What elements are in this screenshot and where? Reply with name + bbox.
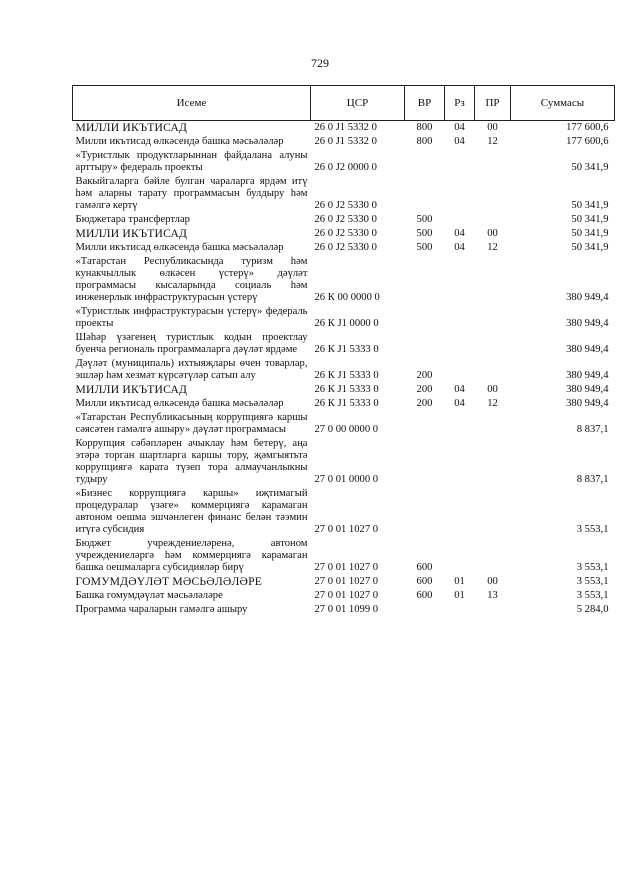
row-sum: 177 600,6 <box>566 122 609 133</box>
row-name: «Татарстан Республикасының коррупциягә каршы сәясәтен гамәлгә ашыру» дәүләт программасы <box>75 412 308 435</box>
header-csr: ЦСР <box>311 86 405 121</box>
row-rz: 04 <box>454 384 465 395</box>
row-rz: 04 <box>454 136 465 147</box>
table-row <box>73 603 615 617</box>
header-rz: Рз <box>445 86 475 121</box>
row-vr <box>405 603 445 617</box>
row-rz <box>445 603 475 617</box>
page-number: 729 <box>311 56 329 70</box>
row-sum: 3 553,1 <box>576 590 609 601</box>
row-name: Бюджет учреждениеләренә, автоном учреждениеләргә һәм коммерциягә карамаган башка оешмаларга субсидияләр бирү <box>75 538 308 573</box>
row-csr: 26 К J1 5333 0 <box>314 398 379 409</box>
row-pr: 12 <box>487 136 498 147</box>
row-csr: 27 0 01 0000 0 <box>314 474 379 485</box>
row-name: Башка гомумдәүләт мәсьәләләре <box>75 590 223 601</box>
table-row <box>73 397 615 411</box>
row-vr: 600 <box>416 562 433 573</box>
row-pr <box>475 437 511 487</box>
header-vr: ВР <box>405 86 445 121</box>
row-rz <box>445 411 475 437</box>
row-sum: 3 553,1 <box>576 576 609 587</box>
row-pr: 00 <box>487 384 498 395</box>
row-rz <box>445 305 475 331</box>
row-pr: 00 <box>487 576 498 587</box>
table-row <box>73 227 615 241</box>
row-pr <box>475 487 511 537</box>
row-rz: 04 <box>454 228 465 239</box>
row-rz: 04 <box>454 398 465 409</box>
header-pr: ПР <box>475 86 511 121</box>
row-sum: 380 949,4 <box>566 344 609 355</box>
row-sum: 380 949,4 <box>566 318 609 329</box>
row-vr: 500 <box>416 242 433 253</box>
row-csr: 26 К 00 0000 0 <box>314 292 380 303</box>
row-csr: 26 0 J1 5332 0 <box>314 122 377 133</box>
row-name: Милли икътисад өлкәсендә башка мәсьәләләр <box>75 242 284 253</box>
row-csr: 26 0 J2 5330 0 <box>314 228 377 239</box>
row-sum: 380 949,4 <box>566 292 609 303</box>
row-vr: 500 <box>416 214 433 225</box>
row-pr: 00 <box>487 228 498 239</box>
row-sum: 50 341,9 <box>571 200 609 211</box>
row-vr: 600 <box>416 576 433 587</box>
row-sum: 177 600,6 <box>566 136 609 147</box>
row-vr <box>405 255 445 305</box>
row-name: Шәһәр үзәгенең туристлык кодын проектлау буенча региональ программаларга дәүләт ярдәме <box>75 332 308 355</box>
row-pr: 12 <box>487 398 498 409</box>
table-row <box>73 255 615 305</box>
row-csr: 27 0 01 1027 0 <box>314 562 379 573</box>
row-pr <box>475 305 511 331</box>
row-name: ГОМУМДӘҮЛӘТ МӘСЬӘЛӘЛӘРЕ <box>75 575 263 588</box>
row-csr: 27 0 01 1027 0 <box>314 524 379 535</box>
row-pr <box>475 213 511 227</box>
table-row <box>73 149 615 175</box>
row-pr <box>475 331 511 357</box>
row-name: Программа чараларын гамәлгә ашыру <box>75 604 248 615</box>
row-name: Милли икътисад өлкәсендә башка мәсьәләләр <box>75 398 284 409</box>
table-row <box>73 305 615 331</box>
row-name: Дәүләт (муниципаль) ихтыяҗлары өчен товарлар, эшләр һәм хезмәт күрсәтүләр сатып алу <box>75 358 308 381</box>
row-vr: 800 <box>416 136 433 147</box>
row-sum: 8 837,1 <box>576 474 609 485</box>
header-sum: Суммасы <box>511 86 615 121</box>
row-rz <box>445 487 475 537</box>
row-pr: 12 <box>487 242 498 253</box>
row-rz <box>445 255 475 305</box>
row-vr: 200 <box>416 398 433 409</box>
row-name: «Бизнес коррупциягә каршы» иҗтимагый процедуралар үзәге» коммерциягә карамаган автоном оешма эшчәнлеген финанс белән тәэмин итүгә субсидия <box>75 488 308 535</box>
table-row <box>73 437 615 487</box>
table-row <box>73 175 615 213</box>
row-csr: 26 0 J2 5330 0 <box>314 200 377 211</box>
table-row <box>73 121 615 136</box>
row-sum: 380 949,4 <box>566 384 609 395</box>
row-vr <box>405 175 445 213</box>
row-csr: 26 0 J2 0000 0 <box>314 162 377 173</box>
row-name: Бюджетара трансфертлар <box>75 214 190 225</box>
row-csr: 26 К J1 0000 0 <box>314 318 379 329</box>
row-name: МИЛЛИ ИКЪТИСАД <box>75 121 188 134</box>
row-rz <box>445 149 475 175</box>
row-csr: 26 0 J1 5332 0 <box>314 136 377 147</box>
row-pr <box>475 149 511 175</box>
row-sum: 380 949,4 <box>566 370 609 381</box>
row-vr: 200 <box>416 384 433 395</box>
row-name: Милли икътисад өлкәсендә башка мәсьәләләр <box>75 136 284 147</box>
row-name: «Туристлык инфраструктурасын үстерү» федераль проекты <box>75 306 308 329</box>
table-row <box>73 241 615 255</box>
row-csr: 27 0 01 1099 0 <box>314 604 379 615</box>
row-rz <box>445 357 475 383</box>
row-vr <box>405 437 445 487</box>
table-row <box>73 487 615 537</box>
table-row <box>73 575 615 589</box>
row-pr <box>475 255 511 305</box>
row-rz <box>445 537 475 575</box>
row-name: «Туристлык продуктларыннан файдалана алуны арттыру» федераль проекты <box>75 150 308 173</box>
row-sum: 5 284,0 <box>576 604 609 615</box>
row-rz <box>445 213 475 227</box>
row-name: Вакыйгаларга бәйле булган чараларга ярдәм итү һәм аларны тарату программасын булдыру һәм гамәлгә кертү <box>75 176 308 211</box>
row-sum: 8 837,1 <box>576 424 609 435</box>
row-vr <box>405 331 445 357</box>
row-name: «Татарстан Республикасында туризм һәм кунакчыллык өлкәсен үстерү» дәүләт программасы кысаларында социаль һәм инженерлык инфраструктурасын үстерү <box>75 256 308 303</box>
row-rz: 01 <box>454 590 465 601</box>
row-csr: 27 0 00 0000 0 <box>314 424 379 435</box>
row-vr: 200 <box>416 370 433 381</box>
row-sum: 50 341,9 <box>571 242 609 253</box>
row-pr: 00 <box>487 122 498 133</box>
row-pr <box>475 537 511 575</box>
row-vr <box>405 411 445 437</box>
row-csr: 26 0 J2 5330 0 <box>314 214 377 225</box>
row-vr <box>405 487 445 537</box>
row-name: МИЛЛИ ИКЪТИСАД <box>75 383 188 396</box>
table-row <box>73 331 615 357</box>
row-rz: 01 <box>454 576 465 587</box>
row-vr: 600 <box>416 590 433 601</box>
row-sum: 50 341,9 <box>571 214 609 225</box>
table-header-row <box>73 86 615 121</box>
row-csr: 26 К J1 5333 0 <box>314 370 379 381</box>
row-sum: 50 341,9 <box>571 162 609 173</box>
row-name: Коррупция сәбәпләрен ачыклау һәм бетерү, аңа этәрә торган шартларга каршы тору, җәмгыятьтә коррупциягә карата түзеп тора алмаучанлыкны тудыру <box>75 438 308 485</box>
row-pr <box>475 175 511 213</box>
table-row <box>73 537 615 575</box>
row-csr: 27 0 01 1027 0 <box>314 590 379 601</box>
row-vr <box>405 305 445 331</box>
row-rz: 04 <box>454 242 465 253</box>
table-row <box>73 213 615 227</box>
row-vr <box>405 149 445 175</box>
row-csr: 26 0 J2 5330 0 <box>314 242 377 253</box>
row-sum: 380 949,4 <box>566 398 609 409</box>
row-csr: 26 К J1 5333 0 <box>314 344 379 355</box>
budget-table <box>72 85 615 617</box>
row-sum: 3 553,1 <box>576 562 609 573</box>
row-rz <box>445 331 475 357</box>
header-name: Исеме <box>73 86 311 121</box>
table-row <box>73 357 615 383</box>
table-row <box>73 135 615 149</box>
table-body <box>73 121 615 618</box>
row-pr <box>475 357 511 383</box>
row-csr: 27 0 01 1027 0 <box>314 576 379 587</box>
table-row <box>73 589 615 603</box>
table-row <box>73 383 615 397</box>
row-csr: 26 К J1 5333 0 <box>314 384 379 395</box>
row-vr: 800 <box>416 122 433 133</box>
row-pr: 13 <box>487 590 498 601</box>
row-sum: 3 553,1 <box>576 524 609 535</box>
row-pr <box>475 603 511 617</box>
row-name: МИЛЛИ ИКЪТИСАД <box>75 227 188 240</box>
row-rz <box>445 175 475 213</box>
row-rz: 04 <box>454 122 465 133</box>
row-sum: 50 341,9 <box>571 228 609 239</box>
row-rz <box>445 437 475 487</box>
table-row <box>73 411 615 437</box>
row-pr <box>475 411 511 437</box>
row-vr: 500 <box>416 228 433 239</box>
